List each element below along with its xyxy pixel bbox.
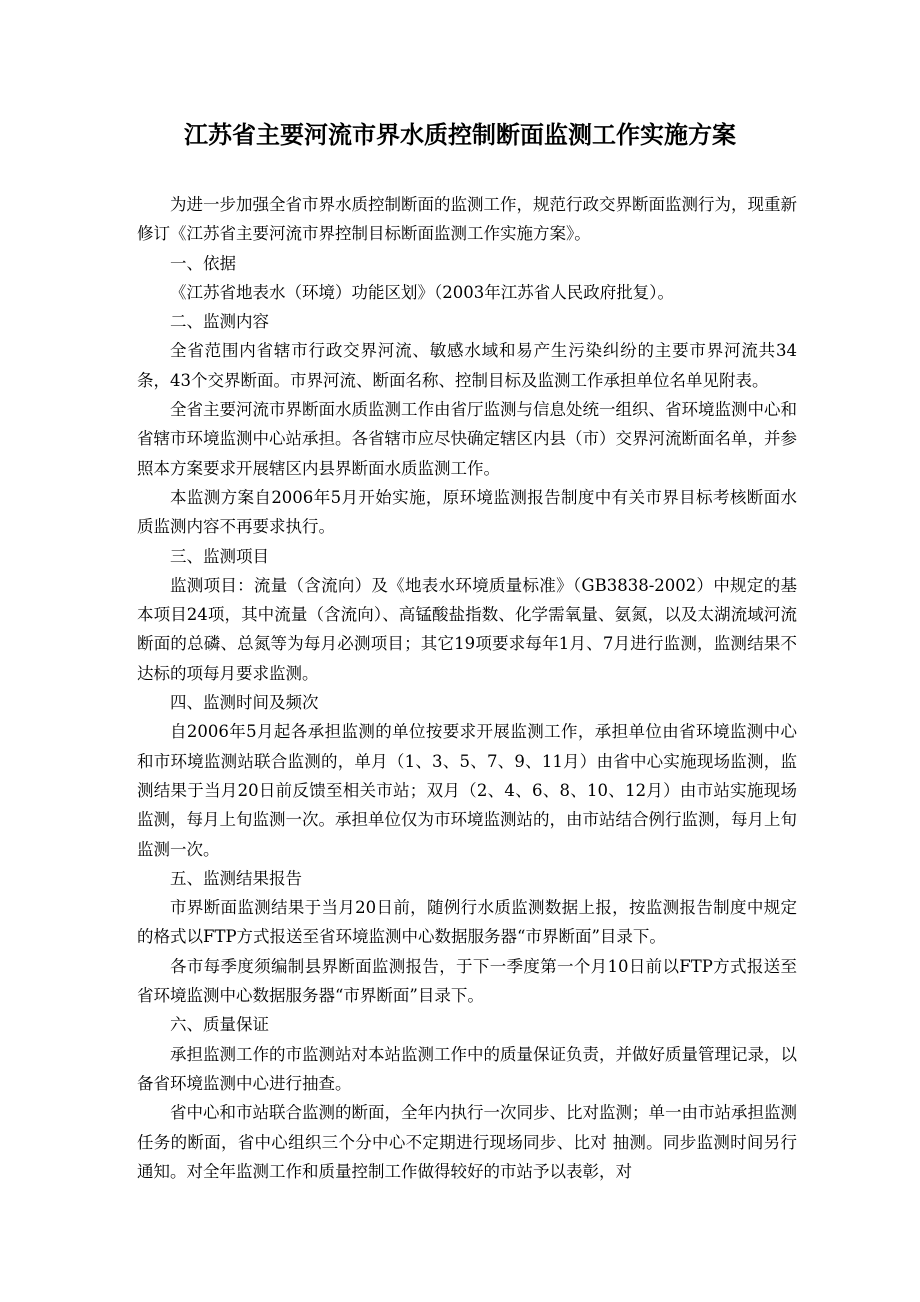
- basis-paragraph: 《江苏省地表水（环境）功能区划》（2003年江苏省人民政府批复）。: [170, 282, 674, 302]
- document-body: [137, 190, 797, 1186]
- frequency-paragraph: 自2006年5月起各承担监测的单位按要求开展监测工作，承担单位由省环境监测中心和市环境监测站联合监测的，单月（1、3、5、7、9、11月）由省中心实施现场监测，监测结果于当月20日前反馈至相关市站；双月（2、4、6、8、10、12月）由市站实施现场监测，每月上旬监测一次。承担单位仅为市环境监测站的，由市站结合例行监测，每月上旬监测一次。: [137, 722, 797, 859]
- report-paragraph-1: 市界断面监测结果于当月20日前，随例行水质监测数据上报，按监测报告制度中规定的格式以FTP方式报送至省环境监测中心数据服务器“市界断面”目录下。: [137, 898, 797, 947]
- section-heading-report: 五、监测结果报告: [170, 868, 302, 888]
- section-heading-frequency: 四、监测时间及频次: [170, 693, 319, 713]
- section-heading-basis: 一、依据: [170, 253, 236, 273]
- document-title: 江苏省主要河流市界水质控制断面监测工作实施方案: [184, 121, 736, 149]
- content-paragraph-2: 全省主要河流市界断面水质监测工作由省厅监测与信息处统一组织、省环境监测中心和省辖市环境监测中心站承担。各省辖市应尽快确定辖区内县（市）交界河流断面名单，并参照本方案要求开展辖区内县界断面水质监测工作。: [137, 400, 797, 478]
- section-heading-quality: 六、质量保证: [170, 1015, 269, 1035]
- report-paragraph-2: 各市每季度须编制县界断面监测报告，于下一季度第一个月10日前以FTP方式报送至省环境监测中心数据服务器“市界断面”目录下。: [137, 956, 797, 1006]
- section-heading-items: 三、监测项目: [170, 546, 269, 566]
- quality-paragraph-1: 承担监测工作的市监测站对本站监测工作中的质量保证负责，并做好质量管理记录，以备省环境监测中心进行抽查。: [137, 1044, 797, 1093]
- content-paragraph-3: 本监测方案自2006年5月开始实施，原环境监测报告制度中有关市界目标考核断面水质监测内容不再要求执行。: [137, 487, 797, 537]
- intro-paragraph: 为进一步加强全省市界水质控制断面的监测工作，规范行政交界断面监测行为，现重新修订《江苏省主要河流市界控制目标断面监测工作实施方案》。: [137, 195, 797, 244]
- quality-paragraph-2: 省中心和市站联合监测的断面，全年内执行一次同步、比对监测；单一由市站承担监测任务的断面，省中心组织三个分中心不定期进行现场同步、比对 抽测。同步监测时间另行通知。对全年监测工作和质量控制工作做得较好的市站予以表彰，对: [137, 1103, 797, 1181]
- content-paragraph-1: 全省范围内省辖市行政交界河流、敏感水域和易产生污染纠纷的主要市界河流共34条，43个交界断面。市界河流、断面名称、控制目标及监测工作承担单位名单见附表。: [137, 341, 797, 390]
- items-paragraph: 监测项目：流量（含流向）及《地表水环境质量标准》（GB3838-2002）中规定的基本项目24项，其中流量（含流向）、高锰酸盐指数、化学需氧量、氨氮，以及太湖流域河流断面的总磷、总氮等为每月必测项目；其它19项要求每年1月、7月进行监测，监测结果不达标的项每月要求监测。: [137, 575, 797, 683]
- section-heading-content: 二、监测内容: [170, 312, 269, 332]
